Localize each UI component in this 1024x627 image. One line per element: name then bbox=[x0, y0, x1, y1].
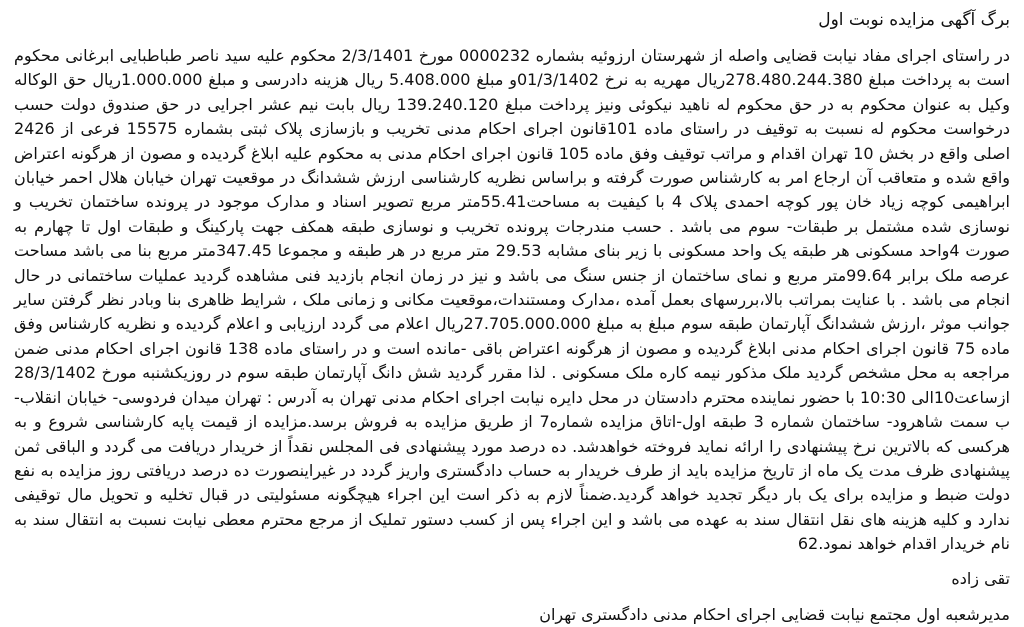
notice-body: در راستای اجرای مفاد نیابت قضایی واصله از شهرستان ارزوئیه بشماره 0000232 مورخ 2/3/1401 محکوم علیه سید ناصر طباطبایی ابرغانی محکوم است به پرداخت مبلغ 278.480.244.380ریال مهریه به نرخ 01/3/1402و مبلغ 5.408.000 ریال هزینه دادرسی و مبلغ 1.000.000ریال حق الوکاله وکیل به عنوان محکوم به در حق محکوم له ناهید نیکوئی ونیز پرداخت مبلغ 139.240.120 ریال بابت نیم عشر اجرایی در حق صندوق دولت حسب درخواست محکوم له نسبت به توقیف در راستای ماده 101قانون اجرای احکام مدنی تخریب و بازسازی پلاک ثبتی بشماره 15575 فرعی از 2426 اصلی واقع در بخش 10 تهران اقدام و مراتب توقیف وفق ماده 105 قانون اجرای احکام مدنی به محکوم علیه ابلاغ گردیده و مصون از هرگونه اعتراض واقع شده و متعاقب آن ارجاع امر به کارشناس صورت گرفته و براساس نظریه کارشناسی ارزش ششدانگ در موقعیت تهران خیابان هلال احمر خیابان ابراهیمی کوچه زیاد خان پور کوچه احمدی پلاک 4 با کیفیت به مساحت55.41متر مربع تصویر اسناد و مدارک موجود در پرونده ساختمان تخریب و نوسازی شده مشتمل بر طبقات- سوم می باشد . حسب مندرجات پرونده تخریب و نوسازی طبقه همکف جهت پارکینگ و طبقات اول تا چهارم به صورت 4واحد مسکونی هر طبقه یک واحد مسکونی با زیر بنای مشابه 29.53 متر مربع در هر طبقه و مجموعا 347.45متر مربع بنا می باشد مساحت عرصه ملک برابر 99.64متر مربع و نمای ساختمان از جنس سنگ می باشد و نیز در زمان انجام بازدید فنی مشاهده گردید عملیات ساختمانی در حال انجام می باشد . با عنایت بمراتب بالا،بررسهای بعمل آمده ،مدارک ومستندات،موقعیت مکانی و زمانی ملک ، شرایط ظاهری بنا وبادر نظر گرفتن سایر جوانب موثر ،ارزش ششدانگ آپارتمان طبقه سوم مبلغ به مبلغ 27.705.000.000ریال اعلام می گردد ارزیابی و اعلام گردیده و نظریه کارشناس وفق ماده 75 قانون اجرای احکام مدنی ابلاغ گردیده و مصون از هرگونه اعتراض باقی -مانده است و در راستای ماده 138 قانون اجرای احکام مدنی ضمن مراجعه به محل مشخص گردید ملک مذکور نیمه کاره ملک مسکونی . لذا مقرر گردید شش دانگ آپارتمان طبقه سوم در روزیکشنبه مورخ 28/3/1402 ازساعت10الی 10:30 با حضور نماینده محترم دادستان در محل دایره نیابت اجرای احکام مدنی تهران به آدرس : تهران میدان فردوسی- خیابان انقلاب- ب سمت شاهرود- ساختمان شماره 3 طبقه اول-اتاق مزایده شماره7 از طریق مزایده به فروش برسد.مزایده از قیمت پایه کارشناسی شروع و به هرکسی که بالاترین نرخ پیشنهادی را ارائه نماید فروخته خواهدشد. ده درصد مورد پیشنهادی فی المجلس نقداً از خریدار دریافت می گردد و الباقی ثمن پیشنهادی ظرف مدت یک ماه از تاریخ مزایده باید از طرف خریدار به حساب دادگستری واریز گردد در غیراینصورت ده درصد دریافتی روز مزایده به نفع دولت ضبط و مزایده برای یک بار دیگر تجدید خواهد گردید.ضمناً لازم به ذکر است این اجراء هیچگونه مسئولیتی در قبال تخلیه و تحویل مال توقیفی ندارد و کلیه هزینه های نقل انتقال سند به عهده می باشد و این اجراء پس از کسب دستور تملیک از مرجع محترم معطی نیابت نسبت به انتقال سند به نام خریدار اقدام خواهد نمود.62 bbox=[14, 46, 1011, 554]
issuing-office: مدیرشعبه اول مجتمع نیابت قضایی اجرای احکام مدنی دادگستری تهران bbox=[539, 604, 1010, 624]
notice-title: برگ آگهی مزایده نوبت اول bbox=[818, 10, 1010, 30]
signer-name: تقی زاده bbox=[951, 568, 1010, 588]
